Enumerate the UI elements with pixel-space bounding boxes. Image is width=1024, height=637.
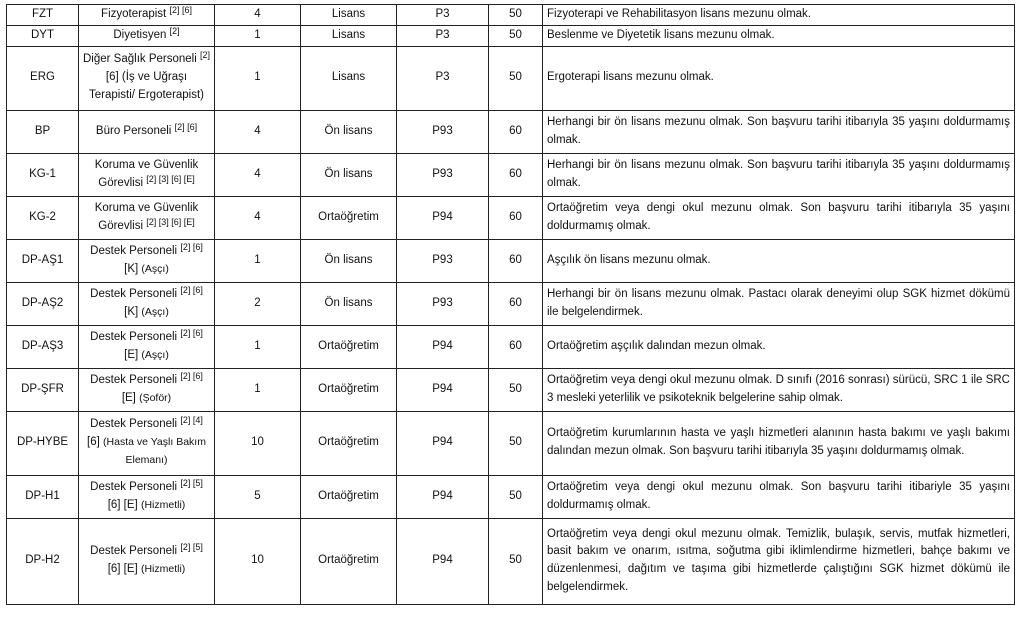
position-title: Destek Personeli [2] [6] [K] (Aşçı) xyxy=(79,239,215,282)
table-row xyxy=(7,239,1015,282)
education-level: Ortaöğretim xyxy=(301,368,397,411)
position-title: Diyetisyen [2] xyxy=(79,25,215,46)
table-row xyxy=(7,153,1015,196)
requirements: Ortaöğretim veya dengi okul mezunu olmak. Temizlik, bulaşık, servis, mutfak hizmetleri, basit bakım ve onarım, ısıtma, soğutma gibi iklimlendirme hizmetleri, bahçe bakımı ve düzenlenmesi, dağıtım ve taşıma gibi hizmetlerde çalıştığını SGK hizmet dökümü ile belgelendirmek. xyxy=(543,518,1015,604)
min-score: 60 xyxy=(489,239,543,282)
education-level: Ortaöğretim xyxy=(301,411,397,475)
position-count: 1 xyxy=(215,368,301,411)
position-code: KG-2 xyxy=(7,196,79,239)
education-level: Ön lisans xyxy=(301,282,397,325)
requirements: Ortaöğretim veya dengi okul mezunu olmak. Son başvuru tarihi itibariyle 35 yaşını doldurmamış olmak. xyxy=(543,475,1015,518)
table-row xyxy=(7,518,1015,604)
score-type: P3 xyxy=(397,46,489,110)
table-row xyxy=(7,25,1015,46)
position-title: Büro Personeli [2] [6] xyxy=(79,110,215,153)
education-level: Lisans xyxy=(301,46,397,110)
score-type: P94 xyxy=(397,518,489,604)
position-title: Fizyoterapist [2] [6] xyxy=(79,5,215,26)
min-score: 50 xyxy=(489,46,543,110)
table-row xyxy=(7,110,1015,153)
table-row xyxy=(7,196,1015,239)
position-count: 1 xyxy=(215,46,301,110)
position-count: 4 xyxy=(215,196,301,239)
score-type: P93 xyxy=(397,110,489,153)
position-title: Destek Personeli [2] [5] [6] [E] (Hizmetli) xyxy=(79,475,215,518)
position-count: 4 xyxy=(215,110,301,153)
requirements: Aşçılık ön lisans mezunu olmak. xyxy=(543,239,1015,282)
table-row xyxy=(7,411,1015,475)
min-score: 60 xyxy=(489,282,543,325)
position-title: Koruma ve Güvenlik Görevlisi [2] [3] [6] [E] xyxy=(79,153,215,196)
position-count: 4 xyxy=(215,153,301,196)
requirements: Ergoterapi lisans mezunu olmak. xyxy=(543,46,1015,110)
score-type: P94 xyxy=(397,411,489,475)
table-row xyxy=(7,325,1015,368)
score-type: P94 xyxy=(397,475,489,518)
position-title: Destek Personeli [2] [6] [E] (Şoför) xyxy=(79,368,215,411)
position-count: 5 xyxy=(215,475,301,518)
requirements: Ortaöğretim aşçılık dalından mezun olmak. xyxy=(543,325,1015,368)
position-code: KG-1 xyxy=(7,153,79,196)
education-level: Ortaöğretim xyxy=(301,475,397,518)
position-title: Destek Personeli [2] [5] [6] [E] (Hizmetli) xyxy=(79,518,215,604)
table-row xyxy=(7,475,1015,518)
position-code: DP-H1 xyxy=(7,475,79,518)
requirements: Ortaöğretim veya dengi okul mezunu olmak. D sınıfı (2016 sonrası) sürücü, SRC 1 ile SRC 3 mesleki yeterlilik ve psikoteknik belgelerine sahip olmak. xyxy=(543,368,1015,411)
position-title: Koruma ve Güvenlik Görevlisi [2] [3] [6] [E] xyxy=(79,196,215,239)
position-code: DP-H2 xyxy=(7,518,79,604)
education-level: Ön lisans xyxy=(301,239,397,282)
position-title: Destek Personeli [2] [4] [6] (Hasta ve Yaşlı Bakım Elemanı) xyxy=(79,411,215,475)
score-type: P94 xyxy=(397,368,489,411)
score-type: P94 xyxy=(397,325,489,368)
education-level: Ortaöğretim xyxy=(301,518,397,604)
position-title: Diğer Sağlık Personeli [2] [6] (İş ve Uğraşı Terapisti/ Ergoterapist) xyxy=(79,46,215,110)
table-row xyxy=(7,46,1015,110)
position-code: DP-AŞ1 xyxy=(7,239,79,282)
position-count: 10 xyxy=(215,518,301,604)
position-title: Destek Personeli [2] [6] [E] (Aşçı) xyxy=(79,325,215,368)
position-code: FZT xyxy=(7,5,79,26)
min-score: 50 xyxy=(489,5,543,26)
requirements: Herhangi bir ön lisans mezunu olmak. Son başvuru tarihi itibarıyla 35 yaşını doldurmamış olmak. xyxy=(543,153,1015,196)
education-level: Ön lisans xyxy=(301,110,397,153)
position-code: DP-ŞFR xyxy=(7,368,79,411)
education-level: Ön lisans xyxy=(301,153,397,196)
position-code: DYT xyxy=(7,25,79,46)
position-count: 10 xyxy=(215,411,301,475)
table-row xyxy=(7,368,1015,411)
position-title: Destek Personeli [2] [6] [K] (Aşçı) xyxy=(79,282,215,325)
score-type: P94 xyxy=(397,196,489,239)
min-score: 50 xyxy=(489,25,543,46)
position-code: DP-HYBE xyxy=(7,411,79,475)
score-type: P3 xyxy=(397,5,489,26)
position-code: ERG xyxy=(7,46,79,110)
min-score: 50 xyxy=(489,475,543,518)
requirements: Herhangi bir ön lisans mezunu olmak. Pastacı olarak deneyimi olup SGK hizmet dökümü ile belgelendirmek. xyxy=(543,282,1015,325)
min-score: 60 xyxy=(489,196,543,239)
position-table xyxy=(6,4,1015,605)
min-score: 60 xyxy=(489,325,543,368)
education-level: Ortaöğretim xyxy=(301,325,397,368)
position-count: 1 xyxy=(215,25,301,46)
position-count: 1 xyxy=(215,239,301,282)
position-count: 2 xyxy=(215,282,301,325)
score-type: P3 xyxy=(397,25,489,46)
requirements: Ortaöğretim kurumlarının hasta ve yaşlı hizmetleri alanının hasta bakımı ve yaşlı bakımı dalından mezun olmak. Son başvuru tarihi itibarıyla 35 yaşını doldurmamış olmak. xyxy=(543,411,1015,475)
position-count: 4 xyxy=(215,5,301,26)
position-code: BP xyxy=(7,110,79,153)
min-score: 50 xyxy=(489,518,543,604)
requirements: Fizyoterapi ve Rehabilitasyon lisans mezunu olmak. xyxy=(543,5,1015,26)
position-count: 1 xyxy=(215,325,301,368)
requirements: Herhangi bir ön lisans mezunu olmak. Son başvuru tarihi itibarıyla 35 yaşını doldurmamış olmak. xyxy=(543,110,1015,153)
education-level: Lisans xyxy=(301,25,397,46)
min-score: 60 xyxy=(489,110,543,153)
position-code: DP-AŞ3 xyxy=(7,325,79,368)
requirements: Ortaöğretim veya dengi okul mezunu olmak. Son başvuru tarihi itibarıyla 35 yaşını doldurmamış olmak. xyxy=(543,196,1015,239)
score-type: P93 xyxy=(397,153,489,196)
table-row xyxy=(7,5,1015,26)
min-score: 50 xyxy=(489,411,543,475)
education-level: Lisans xyxy=(301,5,397,26)
education-level: Ortaöğretim xyxy=(301,196,397,239)
position-code: DP-AŞ2 xyxy=(7,282,79,325)
min-score: 60 xyxy=(489,153,543,196)
requirements: Beslenme ve Diyetetik lisans mezunu olmak. xyxy=(543,25,1015,46)
score-type: P93 xyxy=(397,282,489,325)
table-row xyxy=(7,282,1015,325)
min-score: 50 xyxy=(489,368,543,411)
score-type: P93 xyxy=(397,239,489,282)
